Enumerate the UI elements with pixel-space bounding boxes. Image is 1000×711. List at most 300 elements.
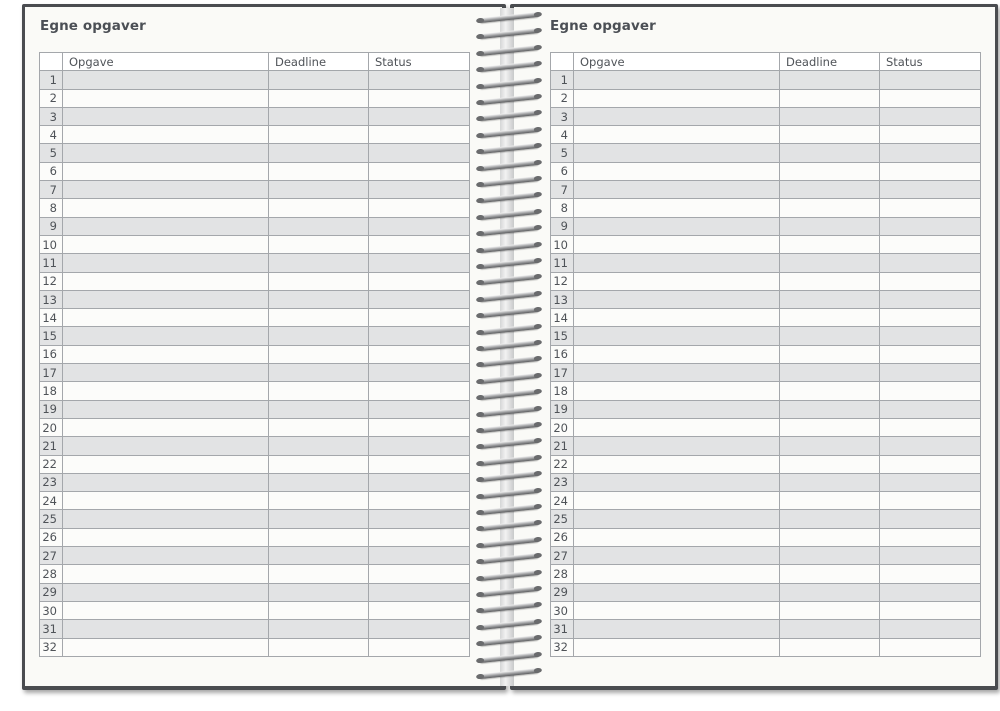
deadline-cell[interactable] — [780, 492, 880, 510]
table-row — [551, 382, 981, 400]
table-row — [551, 455, 981, 473]
deadline-cell[interactable] — [269, 583, 369, 601]
status-cell[interactable] — [369, 144, 470, 162]
status-cell[interactable] — [880, 309, 981, 327]
task-cell[interactable] — [574, 181, 780, 199]
task-cell[interactable] — [574, 364, 780, 382]
deadline-cell[interactable] — [780, 254, 880, 272]
table-row — [40, 254, 470, 272]
status-cell[interactable] — [369, 272, 470, 290]
row-number: 20 — [40, 418, 63, 436]
row-number: 23 — [40, 473, 63, 491]
task-cell[interactable] — [63, 126, 269, 144]
deadline-cell[interactable] — [780, 89, 880, 107]
row-number: 21 — [40, 437, 63, 455]
deadline-cell[interactable] — [269, 492, 369, 510]
status-cell[interactable] — [369, 473, 470, 491]
task-cell[interactable] — [63, 473, 269, 491]
page-title-right: Egne opgaver — [550, 18, 656, 34]
task-cell[interactable] — [574, 235, 780, 253]
table-row — [551, 400, 981, 418]
table-row — [551, 492, 981, 510]
table-row — [551, 181, 981, 199]
row-number: 5 — [551, 144, 574, 162]
status-cell[interactable] — [880, 364, 981, 382]
task-cell[interactable] — [63, 327, 269, 345]
task-cell[interactable] — [574, 455, 780, 473]
deadline-cell[interactable] — [269, 272, 369, 290]
row-number: 6 — [551, 162, 574, 180]
task-cell[interactable] — [63, 144, 269, 162]
task-cell[interactable] — [63, 345, 269, 363]
status-cell[interactable] — [369, 126, 470, 144]
status-cell[interactable] — [880, 217, 981, 235]
column-header-opgave: Opgave — [574, 53, 780, 71]
status-cell[interactable] — [369, 400, 470, 418]
row-number: 24 — [40, 492, 63, 510]
status-cell[interactable] — [880, 107, 981, 125]
deadline-cell[interactable] — [780, 455, 880, 473]
row-number: 18 — [40, 382, 63, 400]
status-cell[interactable] — [369, 638, 470, 656]
status-cell[interactable] — [369, 528, 470, 546]
task-cell[interactable] — [63, 199, 269, 217]
deadline-cell[interactable] — [780, 601, 880, 619]
column-header-status: Status — [880, 53, 981, 71]
deadline-cell[interactable] — [269, 473, 369, 491]
task-cell[interactable] — [574, 510, 780, 528]
row-number: 30 — [40, 601, 63, 619]
table-row — [551, 601, 981, 619]
task-cell[interactable] — [574, 473, 780, 491]
table-row — [40, 199, 470, 217]
deadline-cell[interactable] — [780, 565, 880, 583]
deadline-cell[interactable] — [780, 144, 880, 162]
deadline-cell[interactable] — [269, 620, 369, 638]
task-cell[interactable] — [63, 89, 269, 107]
task-cell[interactable] — [63, 254, 269, 272]
status-cell[interactable] — [880, 400, 981, 418]
table-row — [40, 327, 470, 345]
row-number: 28 — [40, 565, 63, 583]
deadline-cell[interactable] — [269, 547, 369, 565]
deadline-cell[interactable] — [269, 144, 369, 162]
status-cell[interactable] — [880, 327, 981, 345]
status-cell[interactable] — [880, 565, 981, 583]
row-number: 14 — [40, 309, 63, 327]
deadline-cell[interactable] — [780, 400, 880, 418]
status-cell[interactable] — [880, 437, 981, 455]
status-cell[interactable] — [880, 473, 981, 491]
table-row — [40, 89, 470, 107]
status-cell[interactable] — [880, 583, 981, 601]
status-cell[interactable] — [369, 290, 470, 308]
row-number: 30 — [551, 601, 574, 619]
table-row — [551, 272, 981, 290]
task-cell[interactable] — [63, 107, 269, 125]
table-row — [40, 382, 470, 400]
task-cell[interactable] — [63, 528, 269, 546]
deadline-cell[interactable] — [780, 473, 880, 491]
row-number: 28 — [551, 565, 574, 583]
deadline-cell[interactable] — [269, 309, 369, 327]
task-cell[interactable] — [574, 107, 780, 125]
row-number: 31 — [551, 620, 574, 638]
deadline-cell[interactable] — [780, 107, 880, 125]
task-cell[interactable] — [574, 290, 780, 308]
row-number: 7 — [551, 181, 574, 199]
table-row — [551, 217, 981, 235]
deadline-cell[interactable] — [780, 364, 880, 382]
table-row — [40, 144, 470, 162]
task-cell[interactable] — [574, 327, 780, 345]
row-number: 4 — [551, 126, 574, 144]
deadline-cell[interactable] — [269, 437, 369, 455]
task-cell[interactable] — [63, 400, 269, 418]
table-row — [40, 418, 470, 436]
status-cell[interactable] — [880, 601, 981, 619]
row-number: 7 — [40, 181, 63, 199]
task-cell[interactable] — [574, 528, 780, 546]
table-row — [40, 309, 470, 327]
task-cell[interactable] — [574, 565, 780, 583]
table-row — [40, 290, 470, 308]
status-cell[interactable] — [369, 199, 470, 217]
status-cell[interactable] — [880, 455, 981, 473]
status-cell[interactable] — [880, 126, 981, 144]
deadline-cell[interactable] — [780, 199, 880, 217]
row-number: 17 — [551, 364, 574, 382]
row-number: 22 — [40, 455, 63, 473]
task-cell[interactable] — [63, 364, 269, 382]
status-cell[interactable] — [369, 418, 470, 436]
table-row — [40, 620, 470, 638]
deadline-cell[interactable] — [269, 254, 369, 272]
row-number: 15 — [40, 327, 63, 345]
task-cell[interactable] — [63, 437, 269, 455]
status-cell[interactable] — [369, 345, 470, 363]
deadline-cell[interactable] — [269, 71, 369, 89]
task-cell[interactable] — [574, 437, 780, 455]
deadline-cell[interactable] — [780, 327, 880, 345]
table-row — [40, 71, 470, 89]
deadline-cell[interactable] — [269, 89, 369, 107]
table-row — [551, 144, 981, 162]
deadline-cell[interactable] — [780, 382, 880, 400]
task-cell[interactable] — [63, 492, 269, 510]
status-cell[interactable] — [880, 89, 981, 107]
table-row — [40, 107, 470, 125]
deadline-cell[interactable] — [269, 345, 369, 363]
table-row — [551, 418, 981, 436]
row-number: 20 — [551, 418, 574, 436]
task-cell[interactable] — [574, 126, 780, 144]
task-cell[interactable] — [63, 455, 269, 473]
deadline-cell[interactable] — [269, 418, 369, 436]
task-cell[interactable] — [574, 418, 780, 436]
row-number: 4 — [40, 126, 63, 144]
row-number: 25 — [551, 510, 574, 528]
task-cell[interactable] — [63, 71, 269, 89]
row-number: 10 — [40, 235, 63, 253]
deadline-cell[interactable] — [269, 107, 369, 125]
column-header-status: Status — [369, 53, 470, 71]
task-cell[interactable] — [63, 217, 269, 235]
row-number: 22 — [551, 455, 574, 473]
column-header-opgave: Opgave — [63, 53, 269, 71]
status-cell[interactable] — [880, 162, 981, 180]
deadline-cell[interactable] — [269, 510, 369, 528]
task-cell[interactable] — [574, 144, 780, 162]
deadline-cell[interactable] — [269, 181, 369, 199]
row-number: 31 — [40, 620, 63, 638]
status-cell[interactable] — [369, 309, 470, 327]
task-cell[interactable] — [574, 583, 780, 601]
status-cell[interactable] — [369, 620, 470, 638]
task-cell[interactable] — [63, 547, 269, 565]
deadline-cell[interactable] — [780, 510, 880, 528]
deadline-cell[interactable] — [780, 235, 880, 253]
status-cell[interactable] — [369, 364, 470, 382]
task-cell[interactable] — [574, 89, 780, 107]
status-cell[interactable] — [369, 547, 470, 565]
row-number: 24 — [551, 492, 574, 510]
deadline-cell[interactable] — [269, 565, 369, 583]
deadline-cell[interactable] — [269, 455, 369, 473]
row-number: 26 — [551, 528, 574, 546]
status-cell[interactable] — [880, 272, 981, 290]
deadline-cell[interactable] — [780, 345, 880, 363]
status-cell[interactable] — [880, 418, 981, 436]
deadline-cell[interactable] — [780, 547, 880, 565]
status-cell[interactable] — [369, 455, 470, 473]
table-row — [40, 547, 470, 565]
row-number: 16 — [551, 345, 574, 363]
table-row — [40, 272, 470, 290]
deadline-cell[interactable] — [780, 181, 880, 199]
status-cell[interactable] — [369, 107, 470, 125]
status-cell[interactable] — [369, 89, 470, 107]
status-cell[interactable] — [880, 382, 981, 400]
deadline-cell[interactable] — [780, 528, 880, 546]
deadline-cell[interactable] — [269, 327, 369, 345]
deadline-cell[interactable] — [269, 199, 369, 217]
status-cell[interactable] — [880, 620, 981, 638]
row-number: 29 — [551, 583, 574, 601]
task-cell[interactable] — [63, 272, 269, 290]
deadline-cell[interactable] — [780, 126, 880, 144]
status-cell[interactable] — [880, 528, 981, 546]
row-number: 12 — [40, 272, 63, 290]
task-cell[interactable] — [574, 345, 780, 363]
task-cell[interactable] — [574, 272, 780, 290]
task-cell[interactable] — [574, 217, 780, 235]
table-row — [551, 583, 981, 601]
row-number: 27 — [551, 547, 574, 565]
status-cell[interactable] — [369, 492, 470, 510]
deadline-cell[interactable] — [269, 638, 369, 656]
page-title-left: Egne opgaver — [40, 18, 146, 34]
deadline-cell[interactable] — [780, 71, 880, 89]
table-row — [551, 71, 981, 89]
deadline-cell[interactable] — [269, 528, 369, 546]
task-cell[interactable] — [63, 583, 269, 601]
deadline-cell[interactable] — [269, 364, 369, 382]
deadline-cell[interactable] — [269, 126, 369, 144]
deadline-cell[interactable] — [269, 217, 369, 235]
row-number: 3 — [551, 107, 574, 125]
table-row — [551, 327, 981, 345]
status-cell[interactable] — [880, 254, 981, 272]
table-row — [40, 601, 470, 619]
deadline-cell[interactable] — [780, 162, 880, 180]
task-cell[interactable] — [574, 254, 780, 272]
table-row — [40, 638, 470, 656]
task-cell[interactable] — [574, 638, 780, 656]
deadline-cell[interactable] — [780, 620, 880, 638]
deadline-cell[interactable] — [269, 290, 369, 308]
deadline-cell[interactable] — [269, 400, 369, 418]
status-cell[interactable] — [880, 181, 981, 199]
task-cell[interactable] — [63, 510, 269, 528]
row-number: 17 — [40, 364, 63, 382]
row-number: 18 — [551, 382, 574, 400]
status-cell[interactable] — [880, 199, 981, 217]
status-cell[interactable] — [880, 290, 981, 308]
status-cell[interactable] — [880, 638, 981, 656]
task-cell[interactable] — [63, 235, 269, 253]
task-cell[interactable] — [574, 620, 780, 638]
table-row — [551, 199, 981, 217]
status-cell[interactable] — [369, 565, 470, 583]
table-row — [551, 638, 981, 656]
table-row — [40, 162, 470, 180]
task-cell[interactable] — [63, 290, 269, 308]
table-row — [40, 126, 470, 144]
status-cell[interactable] — [880, 510, 981, 528]
status-cell[interactable] — [369, 437, 470, 455]
deadline-cell[interactable] — [269, 235, 369, 253]
task-cell[interactable] — [574, 400, 780, 418]
table-row — [551, 510, 981, 528]
status-cell[interactable] — [880, 235, 981, 253]
task-cell[interactable] — [63, 309, 269, 327]
row-number: 9 — [40, 217, 63, 235]
status-cell[interactable] — [369, 583, 470, 601]
task-cell[interactable] — [574, 162, 780, 180]
status-cell[interactable] — [880, 547, 981, 565]
status-cell[interactable] — [369, 162, 470, 180]
row-number: 8 — [40, 199, 63, 217]
row-number: 26 — [40, 528, 63, 546]
deadline-cell[interactable] — [269, 162, 369, 180]
status-cell[interactable] — [369, 254, 470, 272]
row-number: 19 — [551, 400, 574, 418]
task-cell[interactable] — [63, 601, 269, 619]
table-row — [40, 345, 470, 363]
column-header-deadline: Deadline — [269, 53, 369, 71]
row-number: 32 — [40, 638, 63, 656]
table-row — [551, 565, 981, 583]
row-number: 9 — [551, 217, 574, 235]
table-row — [551, 547, 981, 565]
table-row — [551, 254, 981, 272]
row-number: 11 — [551, 254, 574, 272]
row-number: 19 — [40, 400, 63, 418]
task-cell[interactable] — [63, 418, 269, 436]
task-cell[interactable] — [574, 382, 780, 400]
row-number: 15 — [551, 327, 574, 345]
row-number: 10 — [551, 235, 574, 253]
task-cell[interactable] — [63, 620, 269, 638]
row-number: 2 — [40, 89, 63, 107]
task-cell[interactable] — [63, 181, 269, 199]
status-cell[interactable] — [880, 492, 981, 510]
table-row — [40, 437, 470, 455]
task-table-right — [550, 52, 981, 657]
table-row — [551, 107, 981, 125]
deadline-cell[interactable] — [269, 601, 369, 619]
table-row — [40, 400, 470, 418]
table-row — [551, 620, 981, 638]
row-number: 27 — [40, 547, 63, 565]
table-row — [551, 345, 981, 363]
column-header-deadline: Deadline — [780, 53, 880, 71]
row-number: 1 — [551, 71, 574, 89]
table-row — [40, 473, 470, 491]
table-row — [551, 473, 981, 491]
task-cell[interactable] — [574, 71, 780, 89]
status-cell[interactable] — [880, 345, 981, 363]
deadline-cell[interactable] — [780, 418, 880, 436]
deadline-cell[interactable] — [780, 309, 880, 327]
task-cell[interactable] — [574, 601, 780, 619]
task-cell[interactable] — [63, 382, 269, 400]
status-cell[interactable] — [369, 181, 470, 199]
table-row — [40, 364, 470, 382]
deadline-cell[interactable] — [780, 638, 880, 656]
deadline-cell[interactable] — [780, 437, 880, 455]
task-cell[interactable] — [574, 492, 780, 510]
task-cell[interactable] — [574, 199, 780, 217]
deadline-cell[interactable] — [269, 382, 369, 400]
row-number: 12 — [551, 272, 574, 290]
task-cell[interactable] — [63, 162, 269, 180]
task-cell[interactable] — [63, 638, 269, 656]
status-cell[interactable] — [369, 327, 470, 345]
row-number: 32 — [551, 638, 574, 656]
task-table-left — [39, 52, 470, 657]
status-cell[interactable] — [369, 235, 470, 253]
deadline-cell[interactable] — [780, 272, 880, 290]
status-cell[interactable] — [880, 71, 981, 89]
table-row — [551, 235, 981, 253]
task-cell[interactable] — [63, 565, 269, 583]
status-cell[interactable] — [369, 217, 470, 235]
status-cell[interactable] — [369, 382, 470, 400]
deadline-cell[interactable] — [780, 290, 880, 308]
status-cell[interactable] — [369, 510, 470, 528]
deadline-cell[interactable] — [780, 217, 880, 235]
status-cell[interactable] — [880, 144, 981, 162]
task-cell[interactable] — [574, 309, 780, 327]
deadline-cell[interactable] — [780, 583, 880, 601]
column-header-number — [40, 53, 63, 71]
status-cell[interactable] — [369, 71, 470, 89]
table-row — [40, 583, 470, 601]
status-cell[interactable] — [369, 601, 470, 619]
task-cell[interactable] — [574, 547, 780, 565]
